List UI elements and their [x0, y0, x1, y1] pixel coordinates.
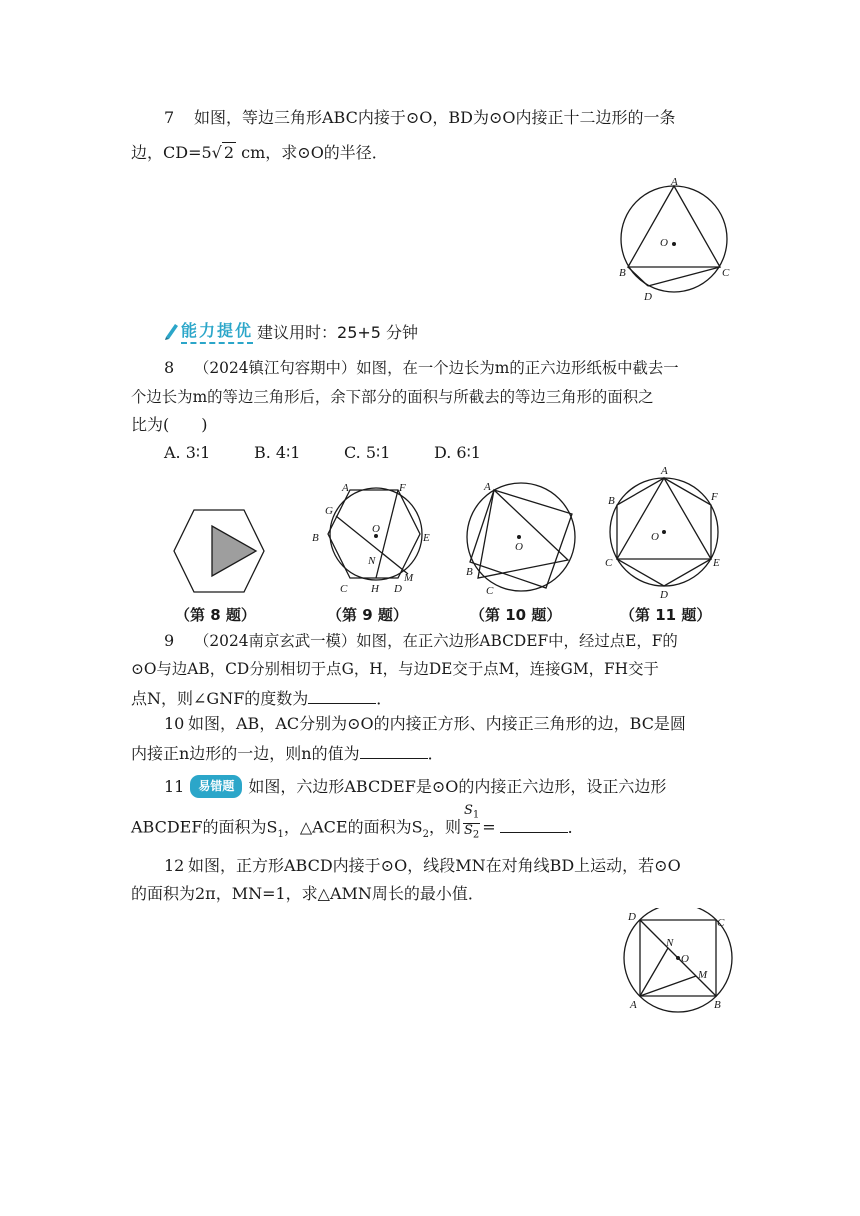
q11-line1 — [164, 775, 666, 798]
q10-figure — [458, 476, 582, 600]
fig9-label-N: N — [368, 555, 376, 567]
q10-line1 — [164, 714, 686, 734]
fig9-label-E: E — [423, 532, 430, 544]
q8-option-b: B. 4∶1 — [254, 443, 301, 462]
fig9-label-D: D — [394, 583, 402, 595]
q9-text-1: （2024南京玄武一模）如图，在正六边形ABCDEF中，经过点E，F的 — [194, 632, 678, 650]
q8-option-a: A. 3∶1 — [164, 443, 211, 462]
q10-line2: 内接正n边形的一边，则n的值为 ． — [131, 744, 444, 763]
pencil-icon — [163, 321, 181, 341]
s1-over-s2-fraction: $\frac{S_1}{S_2}$ — [463, 803, 480, 841]
fig7-label-A: A — [671, 176, 678, 188]
q12-line1 — [164, 856, 681, 876]
fig12-label-C: C — [717, 917, 725, 929]
q11-line2: ABCDEF的面积为$S_1$，△ACE的面积为$S_2$，则 $\frac{S_1}{S_2}$ = ． — [131, 803, 584, 841]
q8-number: 8 — [164, 358, 175, 377]
fig10-label-B: B — [466, 566, 473, 578]
fig11-label-C: C — [605, 557, 613, 569]
fig11-label-F: F — [711, 491, 718, 503]
q9-figure — [308, 478, 438, 598]
q12-number: 12 — [164, 856, 185, 875]
caption-q8: （第 8 题） — [175, 606, 256, 624]
q9-line2: ⊙O与边AB，CD分别相切于点G，H，与边DE交于点M，连接GM，FH交于 — [131, 660, 659, 678]
caption-q9: （第 9 题） — [327, 606, 408, 624]
q12-line2: 的面积为2π，MN=1，求△AMN周长的最小值． — [131, 884, 484, 903]
error-prone-badge: 易错题 — [190, 775, 242, 798]
section-time: 建议用时：25+5 分钟 — [257, 322, 419, 342]
q10-number: 10 — [164, 714, 185, 733]
q9-answer-blank[interactable] — [308, 687, 376, 704]
fig9-label-G: G — [325, 505, 333, 517]
q10-text-1: 如图，AB，AC分别为⊙O的内接正方形、内接正三角形的边，BC是圆 — [188, 714, 686, 733]
fig10-label-A: A — [484, 481, 491, 493]
q10-answer-blank[interactable] — [360, 742, 428, 759]
q8-figure — [172, 508, 266, 594]
fig9-label-M: M — [404, 572, 414, 584]
fig12-label-O: O — [681, 953, 689, 965]
fig12-label-N: N — [666, 937, 674, 949]
section-header — [163, 318, 418, 344]
q7-figure — [615, 176, 735, 306]
fig9-label-A: A — [342, 482, 349, 494]
fig11-label-E: E — [713, 557, 720, 569]
fig12-label-M: M — [698, 969, 708, 981]
fig11-label-O: O — [651, 531, 659, 543]
q7-number: 7 — [164, 108, 175, 127]
q7-text-2-post: cm，求⊙O的半径． — [236, 143, 388, 162]
q12-figure — [616, 908, 736, 1018]
q8-line3: 比为( ) — [131, 415, 208, 434]
fig9-label-F: F — [399, 482, 406, 494]
q8-line2: 个边长为m的等边三角形后，余下部分的面积与所截去的等边三角形的面积之 — [131, 388, 654, 406]
q12-text-1: 如图，正方形ABCD内接于⊙O，线段MN在对角线BD上运动，若⊙O — [188, 856, 681, 875]
fig7-label-C: C — [722, 267, 730, 279]
fig7-label-D: D — [644, 291, 652, 303]
q7-line2 — [131, 143, 388, 163]
q11-figure — [601, 460, 731, 598]
q9-number: 9 — [164, 631, 175, 650]
fig11-label-B: B — [608, 495, 615, 507]
q7-line1 — [131, 108, 676, 128]
fig12-label-A: A — [630, 999, 637, 1011]
fig10-label-O: O — [515, 541, 523, 553]
fig11-label-A: A — [661, 465, 668, 477]
q11-number: 11 — [164, 777, 185, 796]
fig9-label-O: O — [372, 523, 380, 535]
q8-text-1: （2024镇江句容期中）如图，在一个边长为m的正六边形纸板中截去一 — [194, 359, 679, 377]
fig9-label-B: B — [312, 532, 319, 544]
fig9-label-H: H — [371, 583, 379, 595]
q8-option-d: D. 6∶1 — [434, 443, 481, 462]
q11-text-1: 如图，六边形ABCDEF是⊙O的内接正六边形，设正六边形 — [248, 777, 667, 796]
q8-line1 — [164, 358, 679, 378]
section-title: 能力提优 — [181, 318, 253, 344]
caption-q10: （第 10 题） — [470, 606, 562, 624]
fig12-label-B: B — [714, 999, 721, 1011]
sqrt-sign: √ 2 — [211, 143, 235, 162]
fig7-label-O: O — [660, 237, 668, 249]
fig11-label-D: D — [660, 589, 668, 598]
q10-text-2: 内接正n边形的一边，则n的值为 — [131, 744, 360, 763]
q8-options — [164, 443, 481, 463]
q8-option-c: C. 5∶1 — [344, 443, 391, 462]
q9-text-3: 点N，则∠GNF的度数为 — [131, 689, 309, 708]
fig7-label-B: B — [619, 267, 626, 279]
q7-text-2-pre: 边，CD=5 — [131, 143, 212, 162]
caption-q11: （第 11 题） — [620, 606, 712, 624]
q7-text-1: 如图，等边三角形ABC内接于⊙O，BD为⊙O内接正十二边形的一条 — [194, 108, 676, 127]
q11-answer-blank[interactable] — [500, 816, 568, 833]
fig9-label-C: C — [340, 583, 348, 595]
q9-line1 — [164, 631, 678, 651]
fig12-label-D: D — [628, 911, 636, 923]
q9-line3: 点N，则∠GNF的度数为 ． — [131, 689, 393, 708]
fig10-label-C: C — [486, 585, 494, 597]
